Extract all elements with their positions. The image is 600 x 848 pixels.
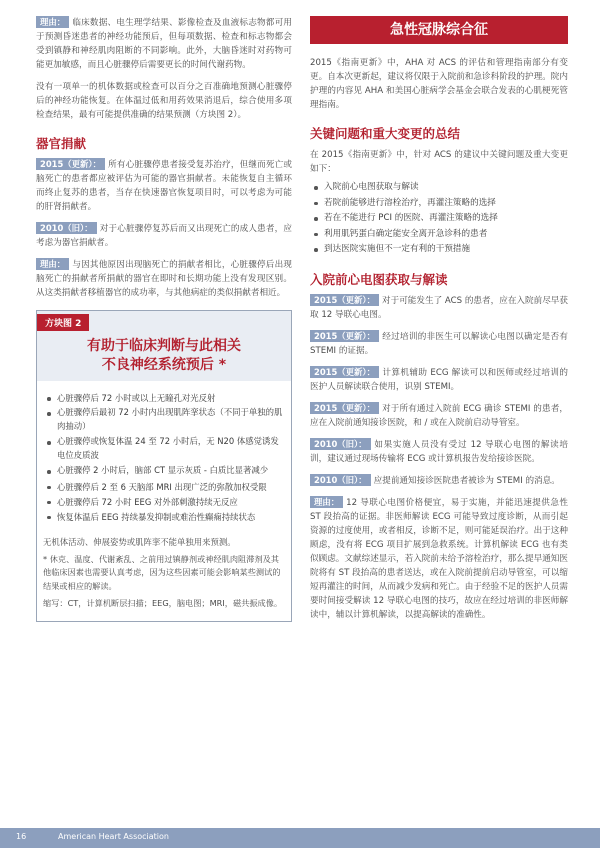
recommendation-text: 12 导联心电图价格便宜，易于实施，并能迅速提供急性 ST 段抬高的证据。非医师解读 ECG 可能导致过度诊断，从而引起资源的过度使用，或者相反，诊断不足，则可能延误治疗。出于这种顾虑，没有将 ECG 项目扩展到急救系统。计算机解读 ECG 也有类似顾虑。文献综述显示，若入院前未给予溶栓治疗，那么提早通知医院将有 ST 段抬高的患者送达，或在入院前提前启动导管室，可以缩短再灌注的时间，从而减少发病和死亡。由于经验不足的医护人员需要时间接受解读 12 导联心电图的技巧，故应在经过培训的非医师解读中，辅以计算机解读，以提高解读的准确性。: [310, 497, 568, 620]
intro-paragraph: [36, 16, 292, 72]
list-item: 利用肌钙蛋白确定能安全离开急诊科的患者: [310, 227, 568, 243]
recommendation-block: [310, 438, 568, 466]
recommendation-tag: 2015（更新）：: [310, 294, 379, 306]
prediction-paragraph: 没有一项单一的机体数据或检查可以百分之百准确地预测心脏骤停后的神经功能恢复。在体温过低和用药效果消退后，综合使用多项检查结果，最有可能提供准确的结果预测（方块图 2）。: [36, 82, 292, 120]
recommendation-text: 对于可能发生了 ACS 的患者，应在入院前尽早获取 12 导联心电图。: [310, 295, 568, 320]
recommendation-block: [36, 158, 292, 214]
list-item: 心脏骤停后 72 小时 EEG 对外部刺激持续无反应: [43, 495, 285, 510]
list-item: 恢复体温后 EEG 持续暴发抑制或难治性癫痫持续状态: [43, 510, 285, 525]
list-item: 心脏骤停或恢复体温 24 至 72 小时后，无 N20 体感觉诱发电位皮质波: [43, 435, 285, 462]
recommendation-block: [310, 330, 568, 358]
acs-intro-paragraph: 2015《指南更新》中，AHA 对 ACS 的评估和管理指南部分有变更。自本次更新起，建议将仅限于入院前和急诊科阶段的护理。院内护理的内容见 AHA 和美国心脏病学会基金会联合发表的心肌梗死管理指南。: [310, 58, 568, 110]
recommendation-block: [310, 474, 568, 488]
section-title-prehospital-ecg: 入院前心电图获取与解读: [310, 271, 448, 287]
section-title-organ-donation: 器官捐献: [36, 136, 87, 151]
box-title: [41, 337, 287, 375]
list-item: 到达医院实施但不一定有利的干预措施: [310, 242, 568, 258]
page-number: 16: [16, 832, 27, 841]
recommendation-text: 经过培训的非医生可以解读心电图以确定是否有 STEMI 的证据。: [310, 331, 568, 356]
list-item: 若在不能进行 PCI 的医院、再灌注策略的选择: [310, 211, 568, 227]
recommendation-block: [310, 402, 568, 430]
recommendation-tag: 理由：: [36, 258, 69, 270]
box-criteria-list: [43, 391, 285, 525]
summary-intro: 在 2015《指南更新》中，针对 ACS 的建议中关键问题及重大变更如下：: [310, 150, 568, 174]
rationale-tag: 理由：: [36, 16, 69, 28]
box-body: [37, 381, 291, 621]
list-item: 若院前能够进行溶栓治疗，再灌注策略的选择: [310, 196, 568, 212]
list-item: 心脏骤停 2 小时后，脑部 CT 显示灰质 - 白质比显著减少: [43, 464, 285, 478]
recommendation-tag: 2015（更新）：: [310, 402, 379, 414]
recommendation-text: 如果实施人员没有受过 12 导联心电图的解读培训，建议通过现场传输将 ECG 或计算机报告发给接诊医院。: [310, 439, 568, 464]
recommendation-block: [36, 222, 292, 250]
recommendation-tag: 2010（旧）：: [36, 222, 97, 234]
recommendation-tag: 2010（旧）：: [310, 438, 371, 450]
recommendation-tag: 2015（更新）：: [310, 330, 379, 342]
recommendation-block: [310, 366, 568, 394]
recommendation-text: 计算机辅助 ECG 解读可以和医师或经过培训的医护人员解读联合使用，识别 STEMI。: [310, 367, 568, 392]
footer-organization: American Heart Association: [58, 832, 169, 841]
list-item: 入院前心电图获取与解读: [310, 180, 568, 196]
recommendation-text: 与因其他原因出现脑死亡的捐献者相比，心脏骤停后出现脑死亡的捐献者所捐献的器官在即时和长期功能上没有发现区别。从这类捐献者移植器官的成功率，与其他病症的类似捐献者相近。: [36, 260, 292, 298]
box-plain-note: 无机体活动、伸展姿势或肌阵挛不能单独用来预测。: [43, 536, 236, 547]
recommendation-text: 对于心脏骤停复苏后而又出现死亡的成人患者，应考虑为器官捐献者。: [36, 224, 292, 248]
box-abbreviations: 缩写：CT，计算机断层扫描；EEG，脑电图；MRI，磁共振成像。: [43, 598, 283, 609]
intro-text: 临床数据、电生理学结果、影像检查及血液标志物都可用于预测昏迷患者的神经功能预后，但每项数据、检查和标志物都会受到镇静和神经肌肉阻断的不同影响。此外，大脑昏迷时对药物可能更加敏感，而且心脏骤停后需要更长的时间代谢药物。: [36, 18, 292, 70]
recommendation-block: [36, 258, 292, 300]
recommendation-tag: 2010（旧）：: [310, 474, 371, 486]
left-column: [36, 16, 292, 622]
rationale-tag: 理由：: [310, 496, 343, 508]
box-figure-2: [36, 310, 292, 622]
recommendation-text: 应提前通知接诊医院患者被诊为 STEMI 的消息。: [373, 475, 560, 486]
right-column: [310, 16, 568, 630]
section-title-summary: 关键问题和重大变更的总结: [310, 126, 461, 141]
box-footnote: * 休克、温度、代谢紊乱、之前用过镇静剂或神经肌肉阻滞剂及其他临床因素也需要认真考虑，因为这些因素可能会影响某些测试的结果或相应的解读。: [43, 553, 281, 591]
recommendation-tag: 2015（更新）：: [36, 158, 105, 170]
section-banner-acs: 急性冠脉综合征: [310, 16, 568, 44]
recommendation-text: 对于所有通过入院前 ECG 确诊 STEMI 的患者，应在入院前通知接诊医院，和 / 或在入院前启动导管室。: [310, 403, 568, 428]
list-item: 心脏骤停后 72 小时或以上无瞳孔对光反射: [43, 391, 285, 406]
key-changes-list: [310, 180, 568, 258]
recommendation-block: [310, 496, 568, 622]
box-title-line: 有助于临床判断与此相关: [87, 338, 241, 354]
list-item: 心脏骤停后最初 72 小时内出现肌阵挛状态（不同于单独的肌肉抽动）: [43, 406, 285, 433]
page-footer: [0, 828, 600, 848]
list-item: 心脏骤停后 2 至 6 天脑部 MRI 出现广泛的弥散加权受限: [43, 480, 285, 495]
recommendation-block: [310, 294, 568, 322]
box-label: 方块图 2: [37, 314, 89, 331]
box-title-line: 不良神经系统预后 *: [101, 357, 227, 373]
recommendation-text: 所有心脏骤停患者接受复苏治疗，但继而死亡或脑死亡的患者都应被评估为可能的器官捐献者。未能恢复自主循环而终止复苏的患者，当存在快速器官恢复项目时，可以考虑为可能的肝肾捐献者。: [36, 160, 292, 212]
recommendation-tag: 2015（更新）：: [310, 366, 379, 378]
